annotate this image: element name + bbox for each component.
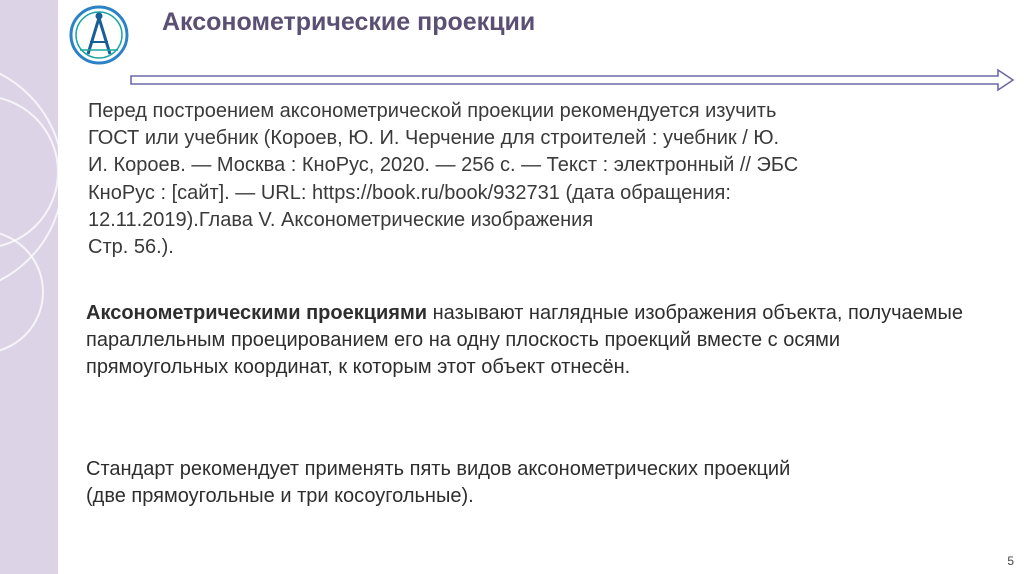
standard-line: Стандарт рекомендует применять пять видов аксонометрических проекций [86,458,791,480]
reference-line: КноРус : [сайт]. — URL: https://book.ru/book/932731 (дата обращения: [88,181,731,204]
compass-drafting-logo-icon [68,4,130,66]
side-decor-panel [0,0,58,574]
reference-line: Стр. 56.). [88,236,174,259]
definition-paragraph [86,300,966,381]
title-underline-arrow [130,68,1015,92]
reference-line: И. Короев. — Москва : КноРус, 2020. — 256 с. — Текст : электронный // ЭБС [88,154,799,177]
reference-line: Перед построением аксонометрической проекции рекомендуется изучить [88,100,777,122]
reference-line: ГОСТ или учебник (Короев, Ю. И. Черчение для строителей : учебник / Ю. [88,127,780,150]
definition-term: Аксонометрическими проекциями [86,302,428,324]
page-title: Аксонометрические проекции [162,8,536,36]
reference-paragraph [88,98,988,261]
standard-line: (две прямоугольные и три косоугольные). [86,485,474,507]
reference-line: 12.11.2019).Глава V. Аксонометрические изображения [88,208,594,231]
definition-text: называют наглядные изображения объекта, получаемые параллельным проецированием его на одну плоскость проекций вместе с осями прямоугольных координат, к которым этот объект отнесён. [86,302,964,378]
page-number: 5 [1007,554,1014,568]
standard-paragraph [86,456,996,510]
